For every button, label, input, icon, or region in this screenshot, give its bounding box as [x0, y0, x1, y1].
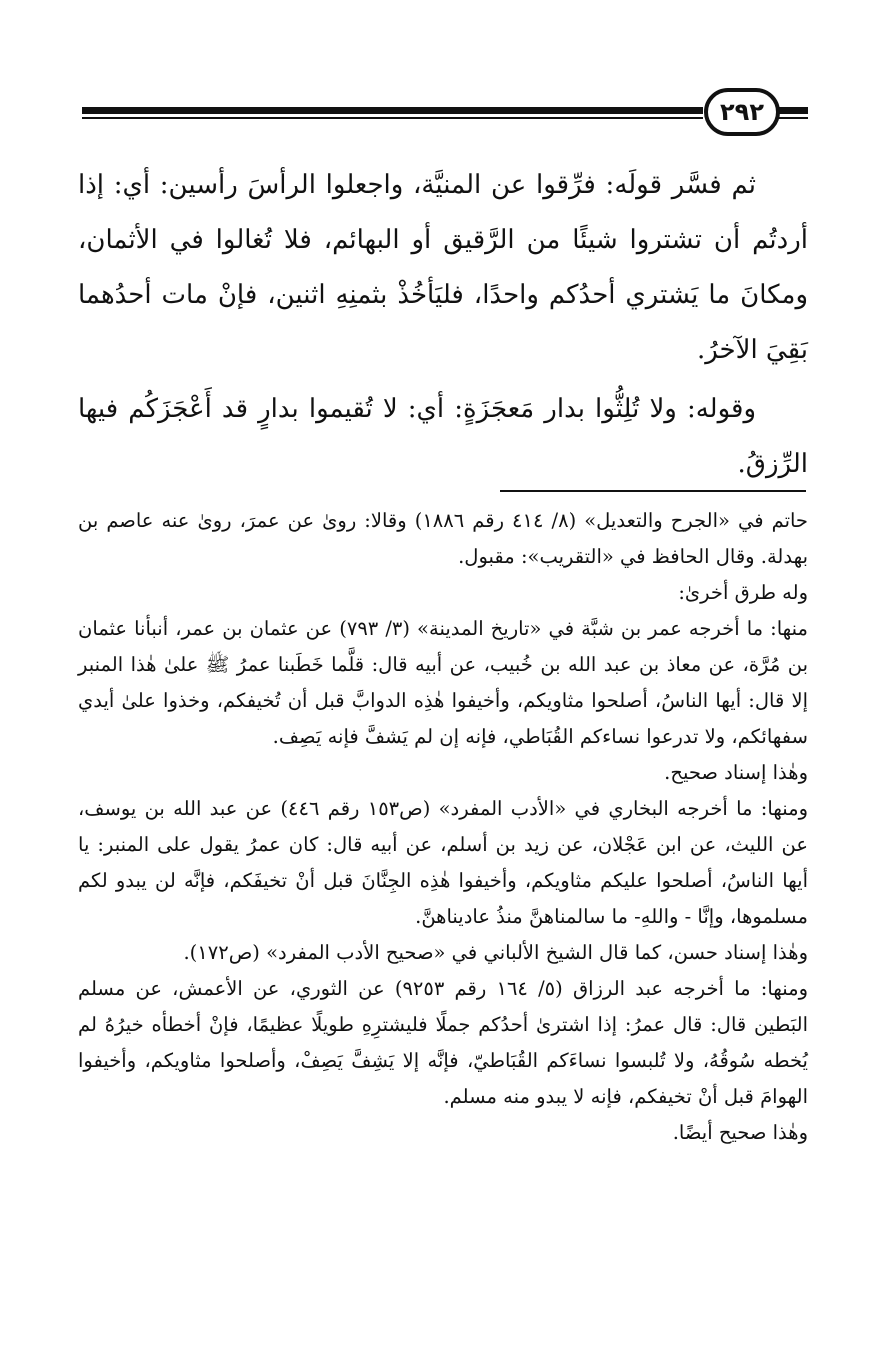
- footnote-separator: [500, 490, 806, 492]
- footnotes: [78, 503, 808, 1151]
- footnote-paragraph: ومنها: ما أخرجه عبد الرزاق (٥/ ١٦٤ رقم ٩٢٥٣) عن الثوري، عن الأعمش، عن مسلم البَطين قال: قال عمرُ: إذا اشترىٰ أحدُكم جملًا فليشترِهِ طويلًا عظيمًا، فإنْ أخطأه خيرُهُ لم يُخطه سُوقُهُ، ولا تُلبسوا نساءَكم القُبَاطيّ، فإنَّه إلا يَشِفَّ يَصِفْ، وأصلحوا مثاويكم، وأخيفوا الهوامَ قبل أنْ تخيفكم، فإنه لا يبدو منه مسلم.: [78, 977, 808, 1108]
- header-rule-thin: [82, 117, 703, 119]
- main-text: [78, 158, 808, 492]
- header-rule-thick: [82, 107, 703, 114]
- footnote-paragraph: منها: ما أخرجه عمر بن شبَّة في «تاريخ المدينة» (٣/ ٧٩٣) عن عثمان بن عمر، أنبأنا عثمان بن مُرَّة، عن معاذ بن عبد الله بن خُبيب، عن أبيه قال: قلَّما خَطَبنا عمرُ ﷺ علىٰ هٰذا المنبر إلا قال: أيها الناسُ، أصلحوا مثاويكم، وأخيفوا هٰذِه الدوابَّ قبل أن تُخيفكم، وخذوا علىٰ أيدي سفهائكم، ولا تدرعوا نساءكم القُبَاطي، فإنه إن لم يَشفَّ فإنه يَصِف.: [78, 617, 808, 748]
- footnote-paragraph: وهٰذا صحيح أيضًا.: [672, 1121, 808, 1144]
- footnote-paragraph: وهٰذا إسناد حسن، كما قال الشيخ الألباني في «صحيح الأدب المفرد» (ص١٧٢).: [183, 941, 808, 964]
- main-paragraph-1: ثم فسَّر قولَه: فرِّقوا عن المنيَّة، واجعلوا الرأسَ رأسين: أي: إذا أردتُم أن تشتروا شيئًا من الرَّقيق أو البهائم، فلا تُغالوا في الأثمان، ومكانَ ما يَشتري أحدُكم واحدًا، فليَأخُذْ بثمنِهِ اثنين، فإنْ مات أحدُهما بَقِيَ الآخرُ.: [78, 170, 808, 365]
- footnote-paragraph: وله طرق أخرىٰ:: [678, 581, 808, 604]
- footnote-paragraph: وهٰذا إسناد صحيح.: [664, 761, 808, 784]
- footnote-paragraph: ومنها: ما أخرجه البخاري في «الأدب المفرد» (ص١٥٣ رقم ٤٤٦) عن عبد الله بن يوسف، عن الليث، عن ابن عَجْلان، عن زيد بن أسلم، عن أبيه قال: كان عمرُ يقول على المنبر: يا أيها الناسُ، أصلحوا عليكم مثاويكم، وأخيفوا هٰذِه الجِنَّانَ قبل أنْ تخيفَكم، فإنَّه لن يبدو لكم مسلموها، وإنَّا - واللهِ- ما سالمناهنَّ منذُ عاديناهنَّ.: [78, 797, 808, 928]
- header-rule-right-thick: [778, 107, 808, 114]
- header-rule-right-thin: [778, 117, 808, 119]
- page-number: ٢٩٢: [704, 88, 780, 136]
- footnote-paragraph: حاتم في «الجرح والتعديل» (٨/ ٤١٤ رقم ١٨٨٦) وقالا: روىٰ عن عمرَ، روىٰ عنه عاصم بن بهدلة. وقال الحافظ في «التقريب»: مقبول.: [78, 509, 808, 568]
- main-paragraph-2: وقوله: ولا تُلِثُّوا بدار مَعجَزَةٍ: أي: لا تُقيموا بدارٍ قد أَعْجَزَكُم فيها الرِّزقُ.: [78, 394, 808, 479]
- page-header: [82, 88, 808, 140]
